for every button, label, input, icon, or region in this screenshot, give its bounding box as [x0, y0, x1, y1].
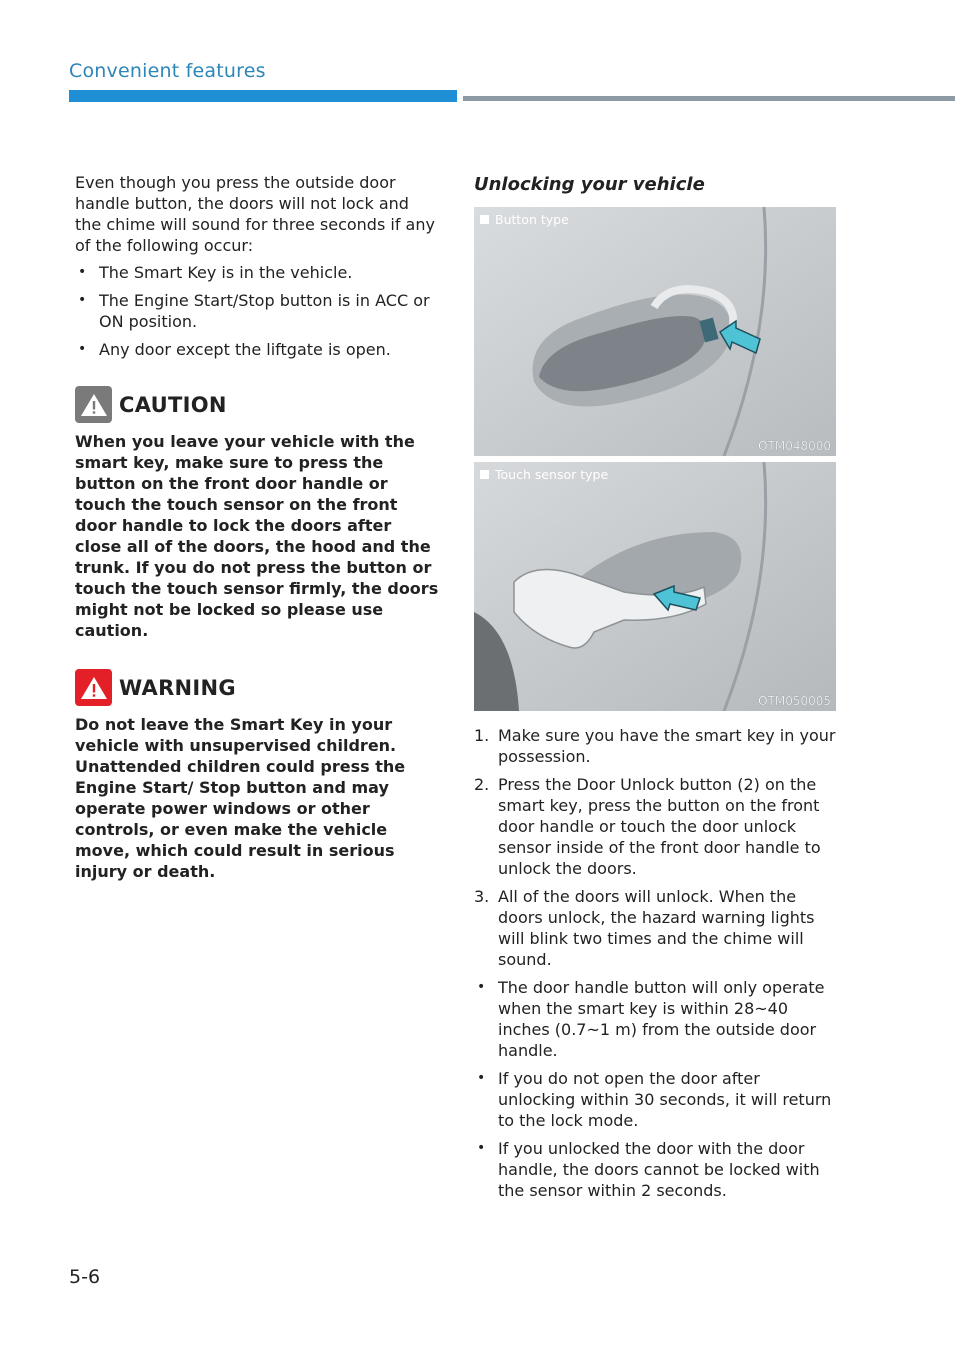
figure-touch-sensor-type: [474, 462, 836, 711]
list-item: • The Engine Start/Stop button is in ACC or ON position.: [75, 290, 440, 332]
warning-icon: [75, 669, 112, 706]
figure-label: Touch sensor type: [480, 467, 608, 482]
page-number: 5-6: [69, 1266, 101, 1288]
warning-label: WARNING: [119, 675, 236, 700]
door-handle-button-illustration: [474, 207, 836, 456]
list-item: • If you unlocked the door with the door handle, the doors cannot be locked with the sensor within 2 seconds.: [474, 1138, 836, 1201]
unlock-steps: [474, 725, 836, 970]
section-heading: Unlocking your vehicle: [474, 174, 705, 195]
figure-label: Button type: [480, 212, 569, 227]
left-column: [75, 172, 440, 882]
figure-code: OTM048000: [758, 439, 831, 453]
section-title: Convenient features: [69, 60, 266, 82]
figure-code: OTM050005: [758, 694, 831, 708]
list-item: • The door handle button will only operate when the smart key is within 28~40 inches (0.7~1 m) from the outside door handle.: [474, 977, 836, 1061]
caution-header: [75, 386, 440, 423]
warning-header: [75, 669, 440, 706]
unlock-notes: [474, 977, 836, 1201]
list-item: 1. Make sure you have the smart key in your possession.: [474, 726, 836, 766]
list-item: 3. All of the doors will unlock. When the doors unlock, the hazard warning lights will blink two times and the chime will sound.: [474, 887, 815, 969]
intro-paragraph: Even though you press the outside door handle button, the doors will not lock and the chime will sound for three seconds if any of the following occur:: [75, 173, 435, 255]
caution-icon: [75, 386, 112, 423]
figure-button-type: [474, 207, 836, 456]
caution-label: CAUTION: [119, 392, 227, 417]
right-column: [474, 172, 836, 1208]
warning-text: Do not leave the Smart Key in your vehicle with unsupervised children. Unattended children could press the Engine Start/ Stop button and may operate power windows or other controls, or even make the vehicle move, which could result in serious injury or death.: [75, 715, 406, 881]
square-icon: [480, 470, 489, 479]
door-handle-touch-illustration: [474, 462, 836, 711]
list-item: • The Smart Key is in the vehicle.: [75, 262, 440, 283]
header-rule: [463, 96, 955, 101]
caution-text: When you leave your vehicle with the smart key, make sure to press the button on the front door handle or touch the touch sensor on the front door handle to lock the doors after close all of the doors, the hood and the trunk. If you do not press the button or touch the touch sensor firmly, the doors might not be locked so please use caution.: [75, 432, 439, 640]
square-icon: [480, 215, 489, 224]
list-item: • If you do not open the door after unlocking within 30 seconds, it will return to the lock mode.: [474, 1068, 836, 1131]
header-rule-accent: [69, 90, 457, 102]
list-item: • Any door except the liftgate is open.: [75, 339, 440, 360]
lock-failure-list: [75, 262, 440, 360]
list-item: 2. Press the Door Unlock button (2) on the smart key, press the button on the front door handle or touch the door unlock sensor inside of the front door handle to unlock the doors.: [474, 775, 821, 878]
